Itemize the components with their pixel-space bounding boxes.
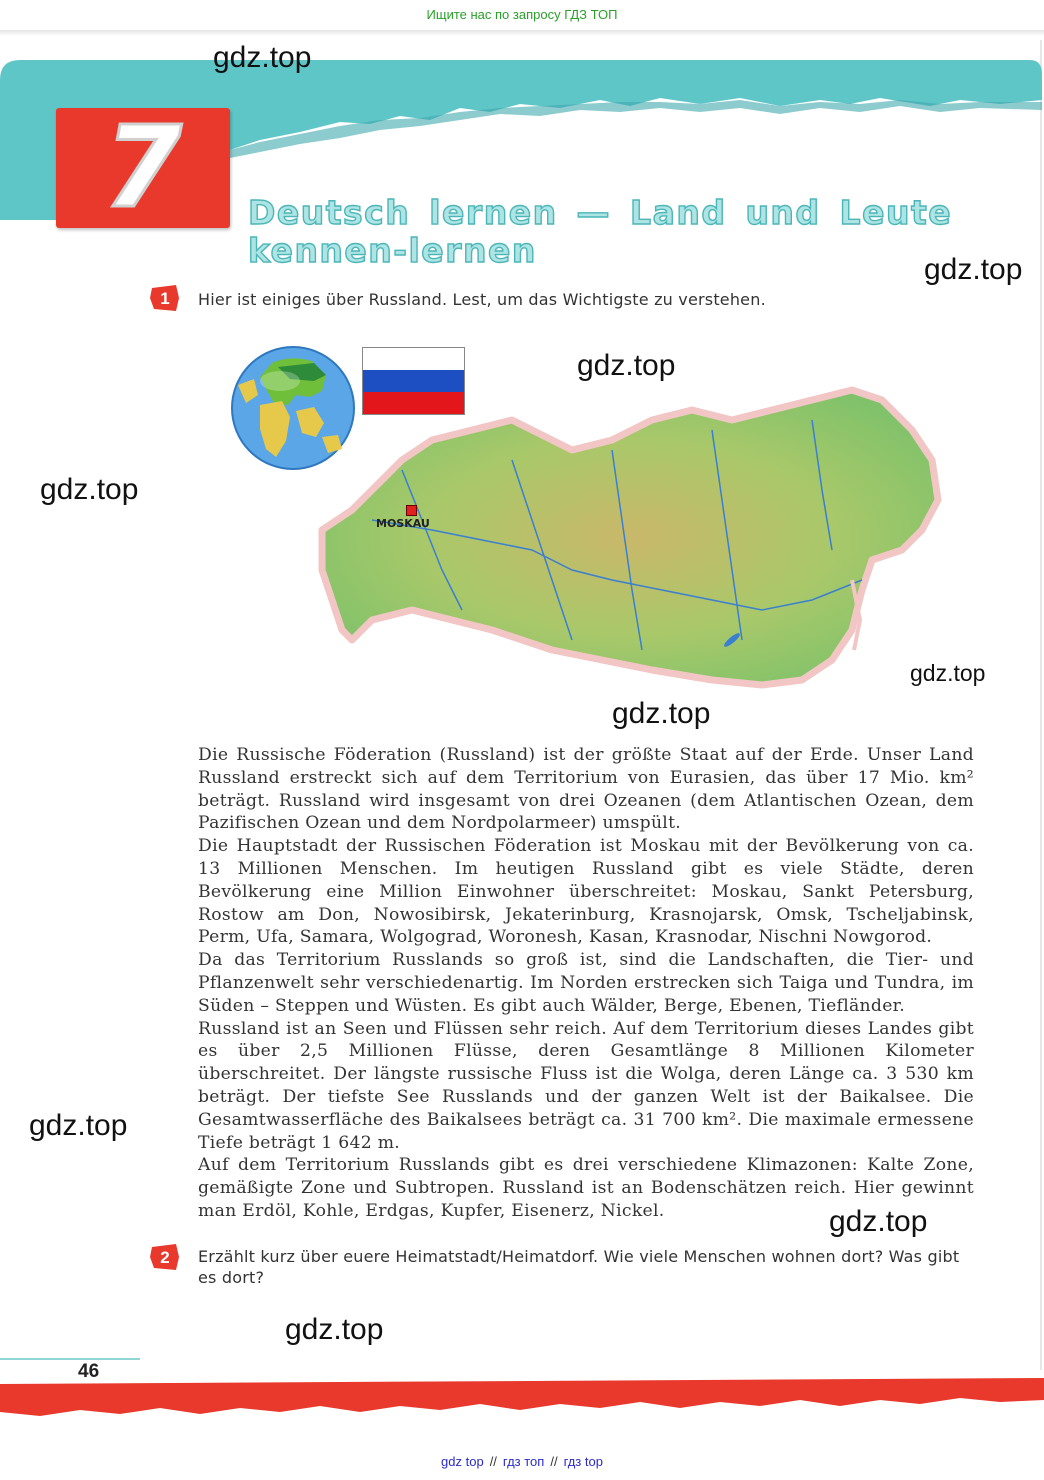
main-text bbox=[198, 744, 974, 1223]
top-divider bbox=[0, 30, 1044, 36]
paragraph: Da das Territorium Russlands so groß ist, sind die Landschaften, die Tier- und Pflanzenwelt sehr verschiedenartig. Im Norden erstrecken sich Taiga und Tundra, im Süden – Steppen und Wüsten. Es gibt auch Wälder, Berge, Ebenen, Tiefländer. bbox=[198, 950, 974, 1016]
page-edge bbox=[1040, 40, 1042, 1370]
task-1-badge bbox=[150, 284, 180, 312]
task-2-number: 2 bbox=[160, 1248, 170, 1267]
paragraph: Die Russische Föderation (Russland) ist der größte Staat auf der Erde. Unser Land Russland erstreckt sich auf dem Territorium von Eurasien, das über 17 Mio. km² beträgt. Russland wird insgesamt von drei Ozeanen (dem Atlantischen Ozean, dem Pazifischen Ozean und dem Nordpolarmeer) umspült. bbox=[198, 745, 974, 834]
watermark: gdz.top bbox=[213, 41, 312, 74]
footer-link[interactable]: гдз top bbox=[563, 1454, 603, 1469]
footer-links bbox=[0, 1452, 1044, 1472]
top-search-banner[interactable]: Ищите нас по запросу ГДЗ ТОП bbox=[426, 7, 618, 22]
russia-map bbox=[312, 380, 952, 695]
paragraph: Russland ist an Seen und Flüssen sehr reich. Auf dem Territorium dieses Landes gibt es über 2,5 Millionen Flüsse, deren Gesamtlänge 8 Millionen Kilometer überschreitet. Der längste russische Fluss ist die Wolga, deren Länge ca. 3 530 km beträgt. Der tiefste See Russlands und der ganzen Welt ist der Baikalsee. Die Gesamtwasserfläche des Baikalsees beträgt ca. 31 700 km². Die maximale ermessene Tiefe beträgt 1 642 m. bbox=[198, 1018, 974, 1153]
page-number-line bbox=[0, 1358, 140, 1360]
chapter-number: 7 bbox=[104, 103, 182, 233]
watermark: gdz.top bbox=[577, 349, 676, 382]
footer-separator: // bbox=[489, 1454, 497, 1469]
task-1-number: 1 bbox=[160, 289, 170, 308]
task-2-badge bbox=[150, 1243, 180, 1271]
footer-link[interactable]: гдз топ bbox=[502, 1454, 545, 1469]
chapter-title: Deutsch lernen — Land und Leute kennen-lernen bbox=[248, 193, 953, 270]
watermark: gdz.top bbox=[40, 473, 139, 506]
paragraph: Die Hauptstadt der Russischen Föderation ist Moskau mit der Bevölkerung von ca. 13 Millionen Menschen. Im heutigen Russland gibt es viele Städte, deren Bevölkerung eine Million Einwohner überschreitet: Moskau, Sankt Petersburg, Rostow am Don, Nowosibirsk, Jekaterinburg, Krasnojarsk, Omsk, Tscheljabinsk, Perm, Ufa, Samara, Wolgograd, Woronesh, Kasan, Krasnodar, Nischni Nowgorod. bbox=[198, 836, 974, 948]
moscow-marker bbox=[406, 505, 417, 516]
paragraph: Auf dem Territorium Russlands gibt es drei verschiedene Klimazonen: Kalte Zone, gemäßigte Zone und Subtropen. Russland ist an Bodenschätzen reich. Hier gewinnt man Erdöl, Kohle, Erdgas, Kupfer, Eisenerz, Nickel. bbox=[198, 1155, 974, 1221]
footer-link[interactable]: gdz top bbox=[441, 1454, 484, 1469]
watermark: gdz.top bbox=[910, 660, 986, 686]
watermark: gdz.top bbox=[612, 697, 711, 730]
watermark: gdz.top bbox=[829, 1205, 928, 1238]
footer-separator: // bbox=[550, 1454, 558, 1469]
task-1-text: Hier ist einiges über Russland. Lest, um das Wichtigste zu verstehen. bbox=[198, 290, 766, 309]
moscow-label: MOSKAU bbox=[376, 517, 430, 530]
watermark: gdz.top bbox=[924, 253, 1023, 286]
page-number: 46 bbox=[78, 1361, 100, 1382]
bottom-red-band bbox=[0, 1378, 1044, 1418]
watermark: gdz.top bbox=[29, 1109, 128, 1142]
task-2-text: Erzählt kurz über euere Heimatstadt/Heimatdorf. Wie viele Menschen wohnen dort? Was gibt es dort? bbox=[198, 1247, 960, 1287]
watermark: gdz.top bbox=[285, 1313, 384, 1346]
